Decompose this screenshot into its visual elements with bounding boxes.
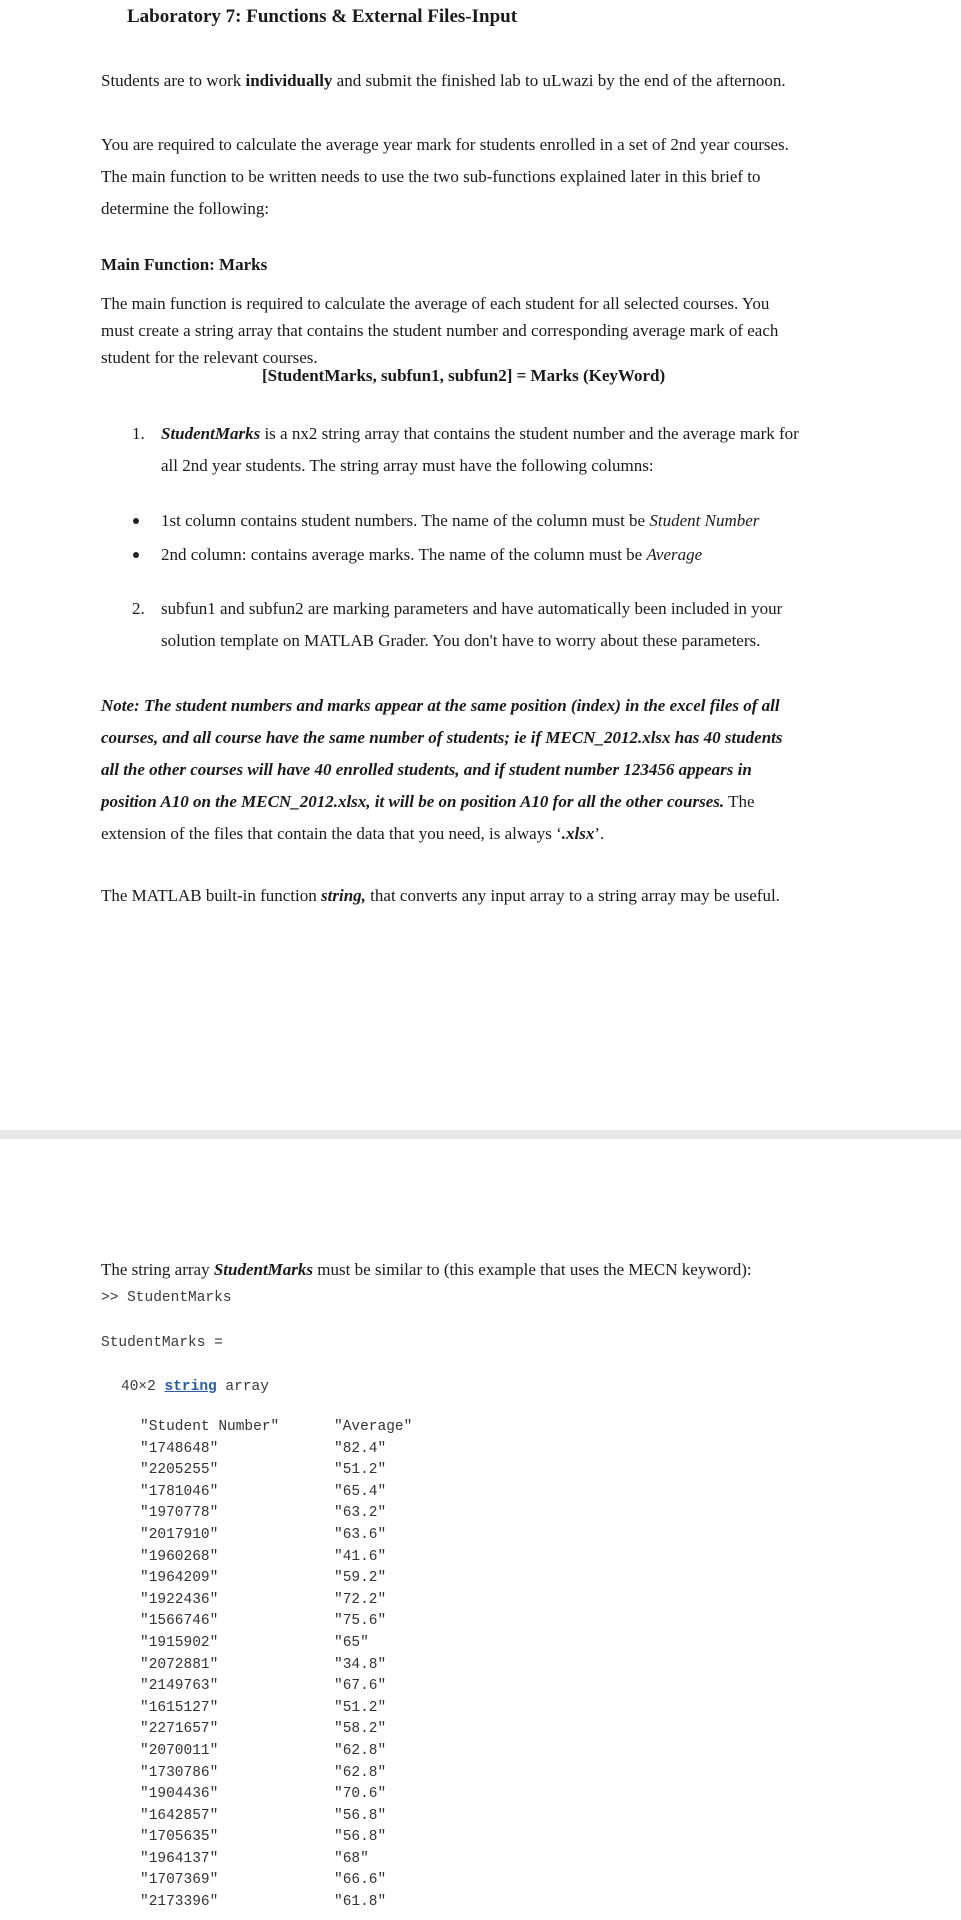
average-cell: "51.2" [334, 1699, 387, 1716]
main-function-heading: Main Function: Marks [101, 255, 268, 274]
student-number-cell: "1904436" [140, 1786, 219, 1803]
example-intro [101, 1260, 752, 1280]
bullet-2-italic: Average [646, 545, 703, 564]
student-number-cell: "1781046" [140, 1483, 219, 1500]
note-extension: .xlsx [561, 824, 595, 843]
average-cell: "51.2" [334, 1462, 387, 1479]
student-number-cell: "1922436" [140, 1591, 219, 1608]
student-number-cell: "Student Number" [140, 1419, 280, 1435]
table-row [140, 1439, 412, 1461]
table-row [140, 1806, 412, 1828]
note-bold-italic: position A10 on the MECN_2012.xlsx, it will be on position A10 for all the other courses. [101, 792, 725, 811]
bullet-1 [161, 505, 759, 537]
average-cell: "67.6" [334, 1678, 387, 1695]
average-cell: "63.6" [334, 1526, 387, 1543]
table-row [140, 1719, 412, 1741]
note-line: all the other courses will have 40 enrolled students, and if student number 123456 appears in [101, 760, 752, 779]
matlab-var-line: StudentMarks = [101, 1335, 223, 1351]
bullet-2-text: 2nd column: contains average marks. The name of the column must be [161, 545, 647, 564]
table-row [140, 1482, 412, 1504]
average-cell: "72.2" [334, 1591, 387, 1608]
size-text: 40×2 [121, 1379, 165, 1395]
student-number-cell: "1707369" [140, 1872, 219, 1889]
table-row [140, 1525, 412, 1547]
student-number-cell: "2017910" [140, 1526, 219, 1543]
student-number-cell: "1566746" [140, 1613, 219, 1630]
average-cell: "66.6" [334, 1872, 387, 1889]
task-paragraph [101, 129, 789, 225]
student-number-cell: "2205255" [140, 1462, 219, 1479]
note-line: courses, and all course have the same number of students; ie if MECN_2012.xlsx has 40 students [101, 728, 783, 747]
intro-text: Students are to work [101, 71, 246, 90]
table-row [140, 1611, 412, 1633]
item-1 [161, 418, 799, 482]
main-line: must create a string array that contains the student number and corresponding average mark of each [101, 321, 779, 340]
student-number-cell: "1970778" [140, 1505, 219, 1522]
table-row [140, 1892, 412, 1914]
table-row [140, 1547, 412, 1569]
table-row [140, 1503, 412, 1525]
average-cell: "68" [334, 1850, 369, 1867]
average-cell: "34.8" [334, 1656, 387, 1673]
student-number-cell: "1642857" [140, 1807, 219, 1824]
string-note-text: The MATLAB built-in function [101, 886, 322, 905]
intro-bold: individually [245, 71, 333, 90]
item-1-number: 1. [132, 424, 145, 443]
student-number-cell: "1730786" [140, 1764, 219, 1781]
size-text: array [216, 1379, 269, 1395]
page-separator [0, 1130, 961, 1139]
string-note-text: that converts any input array to a string array may be useful. [365, 886, 780, 905]
average-cell: "62.8" [334, 1764, 387, 1781]
main-function-paragraph [101, 290, 778, 371]
student-number-cell: "1964209" [140, 1570, 219, 1587]
bullet-1-text: 1st column contains student numbers. The name of the column must be [161, 511, 650, 530]
note-text: extension of the files that contain the data that you need, is always ‘ [101, 824, 562, 843]
table-header-row [140, 1417, 412, 1439]
string-doc-link[interactable]: string [164, 1379, 217, 1395]
table-row [140, 1741, 412, 1763]
student-number-cell: "2070011" [140, 1742, 219, 1759]
average-cell: "Average" [334, 1419, 413, 1435]
student-number-cell: "2173396" [140, 1894, 219, 1911]
note-line: Note: The student numbers and marks appear at the same position (index) in the excel files of all [101, 696, 780, 715]
average-cell: "65" [334, 1634, 369, 1651]
item-1-line2: all 2nd year students. The string array must have the following columns: [161, 456, 654, 475]
intro-text-end: and submit the finished lab to uLwazi by the end of the afternoon. [332, 71, 786, 90]
table-row [140, 1590, 412, 1612]
example-text: must be similar to (this example that uses the MECN keyword): [313, 1260, 752, 1279]
table-row [140, 1763, 412, 1785]
item-2-line1: subfun1 and subfun2 are marking parameters and have automatically been included in your [161, 599, 783, 618]
matlab-size-line [121, 1379, 269, 1395]
main-line: student for the relevant courses. [101, 348, 318, 367]
average-cell: "56.8" [334, 1829, 387, 1846]
student-number-cell: "1960268" [140, 1548, 219, 1565]
student-marks-table [140, 1417, 412, 1914]
table-row [140, 1633, 412, 1655]
average-cell: "70.6" [334, 1786, 387, 1803]
table-row [140, 1784, 412, 1806]
average-cell: "75.6" [334, 1613, 387, 1630]
page-title: Laboratory 7: Functions & External Files-Input [127, 6, 518, 27]
average-cell: "61.8" [334, 1894, 387, 1911]
table-row [140, 1698, 412, 1720]
main-line: The main function is required to calculate the average of each student for all selected courses. You [101, 294, 770, 313]
average-cell: "65.4" [334, 1483, 387, 1500]
note-line [101, 786, 783, 818]
bullet-dot [133, 552, 139, 558]
note-text: ’. [594, 824, 605, 843]
student-number-cell: "1915902" [140, 1634, 219, 1651]
note-text: The [724, 792, 755, 811]
table-row [140, 1870, 412, 1892]
matlab-prompt: >> StudentMarks [101, 1290, 232, 1306]
item-2 [161, 593, 782, 657]
table-row [140, 1676, 412, 1698]
bullet-1-italic: Student Number [649, 511, 760, 530]
table-row [140, 1460, 412, 1482]
item-2-line2: solution template on MATLAB Grader. You don't have to worry about these parameters. [161, 631, 761, 650]
average-cell: "56.8" [334, 1807, 387, 1824]
item-1-rest: is a nx2 string array that contains the student number and the average mark for [260, 424, 799, 443]
student-number-cell: "1615127" [140, 1699, 219, 1716]
average-cell: "62.8" [334, 1742, 387, 1759]
bullet-2 [161, 539, 702, 571]
table-row [140, 1827, 412, 1849]
string-note-bold: string, [321, 886, 366, 905]
average-cell: "59.2" [334, 1570, 387, 1587]
task-line: You are required to calculate the average year mark for students enrolled in a set of 2nd year courses. [101, 135, 789, 154]
table-row [140, 1568, 412, 1590]
student-number-cell: "1964137" [140, 1850, 219, 1867]
table-row [140, 1849, 412, 1871]
function-signature: [StudentMarks, subfun1, subfun2] = Marks (KeyWord) [262, 366, 666, 385]
student-number-cell: "1705635" [140, 1829, 219, 1846]
student-number-cell: "2072881" [140, 1656, 219, 1673]
average-cell: "58.2" [334, 1721, 387, 1738]
item-2-number: 2. [132, 599, 145, 618]
task-line: The main function to be written needs to use the two sub-functions explained later in this brief to [101, 167, 761, 186]
student-number-cell: "1748648" [140, 1440, 219, 1457]
average-cell: "41.6" [334, 1548, 387, 1565]
intro-paragraph [101, 65, 786, 97]
table-row [140, 1655, 412, 1677]
item-1-line1 [161, 418, 799, 450]
average-cell: "82.4" [334, 1440, 387, 1457]
example-bold: StudentMarks [213, 1260, 314, 1279]
note-line [101, 818, 783, 850]
string-function-note [101, 880, 780, 912]
note-paragraph [101, 690, 783, 850]
bullet-dot [133, 518, 139, 524]
example-text: The string array [101, 1260, 214, 1279]
item-1-bold: StudentMarks [161, 424, 261, 443]
task-line: determine the following: [101, 199, 270, 218]
student-number-cell: "2271657" [140, 1721, 219, 1738]
average-cell: "63.2" [334, 1505, 387, 1522]
student-number-cell: "2149763" [140, 1678, 219, 1695]
